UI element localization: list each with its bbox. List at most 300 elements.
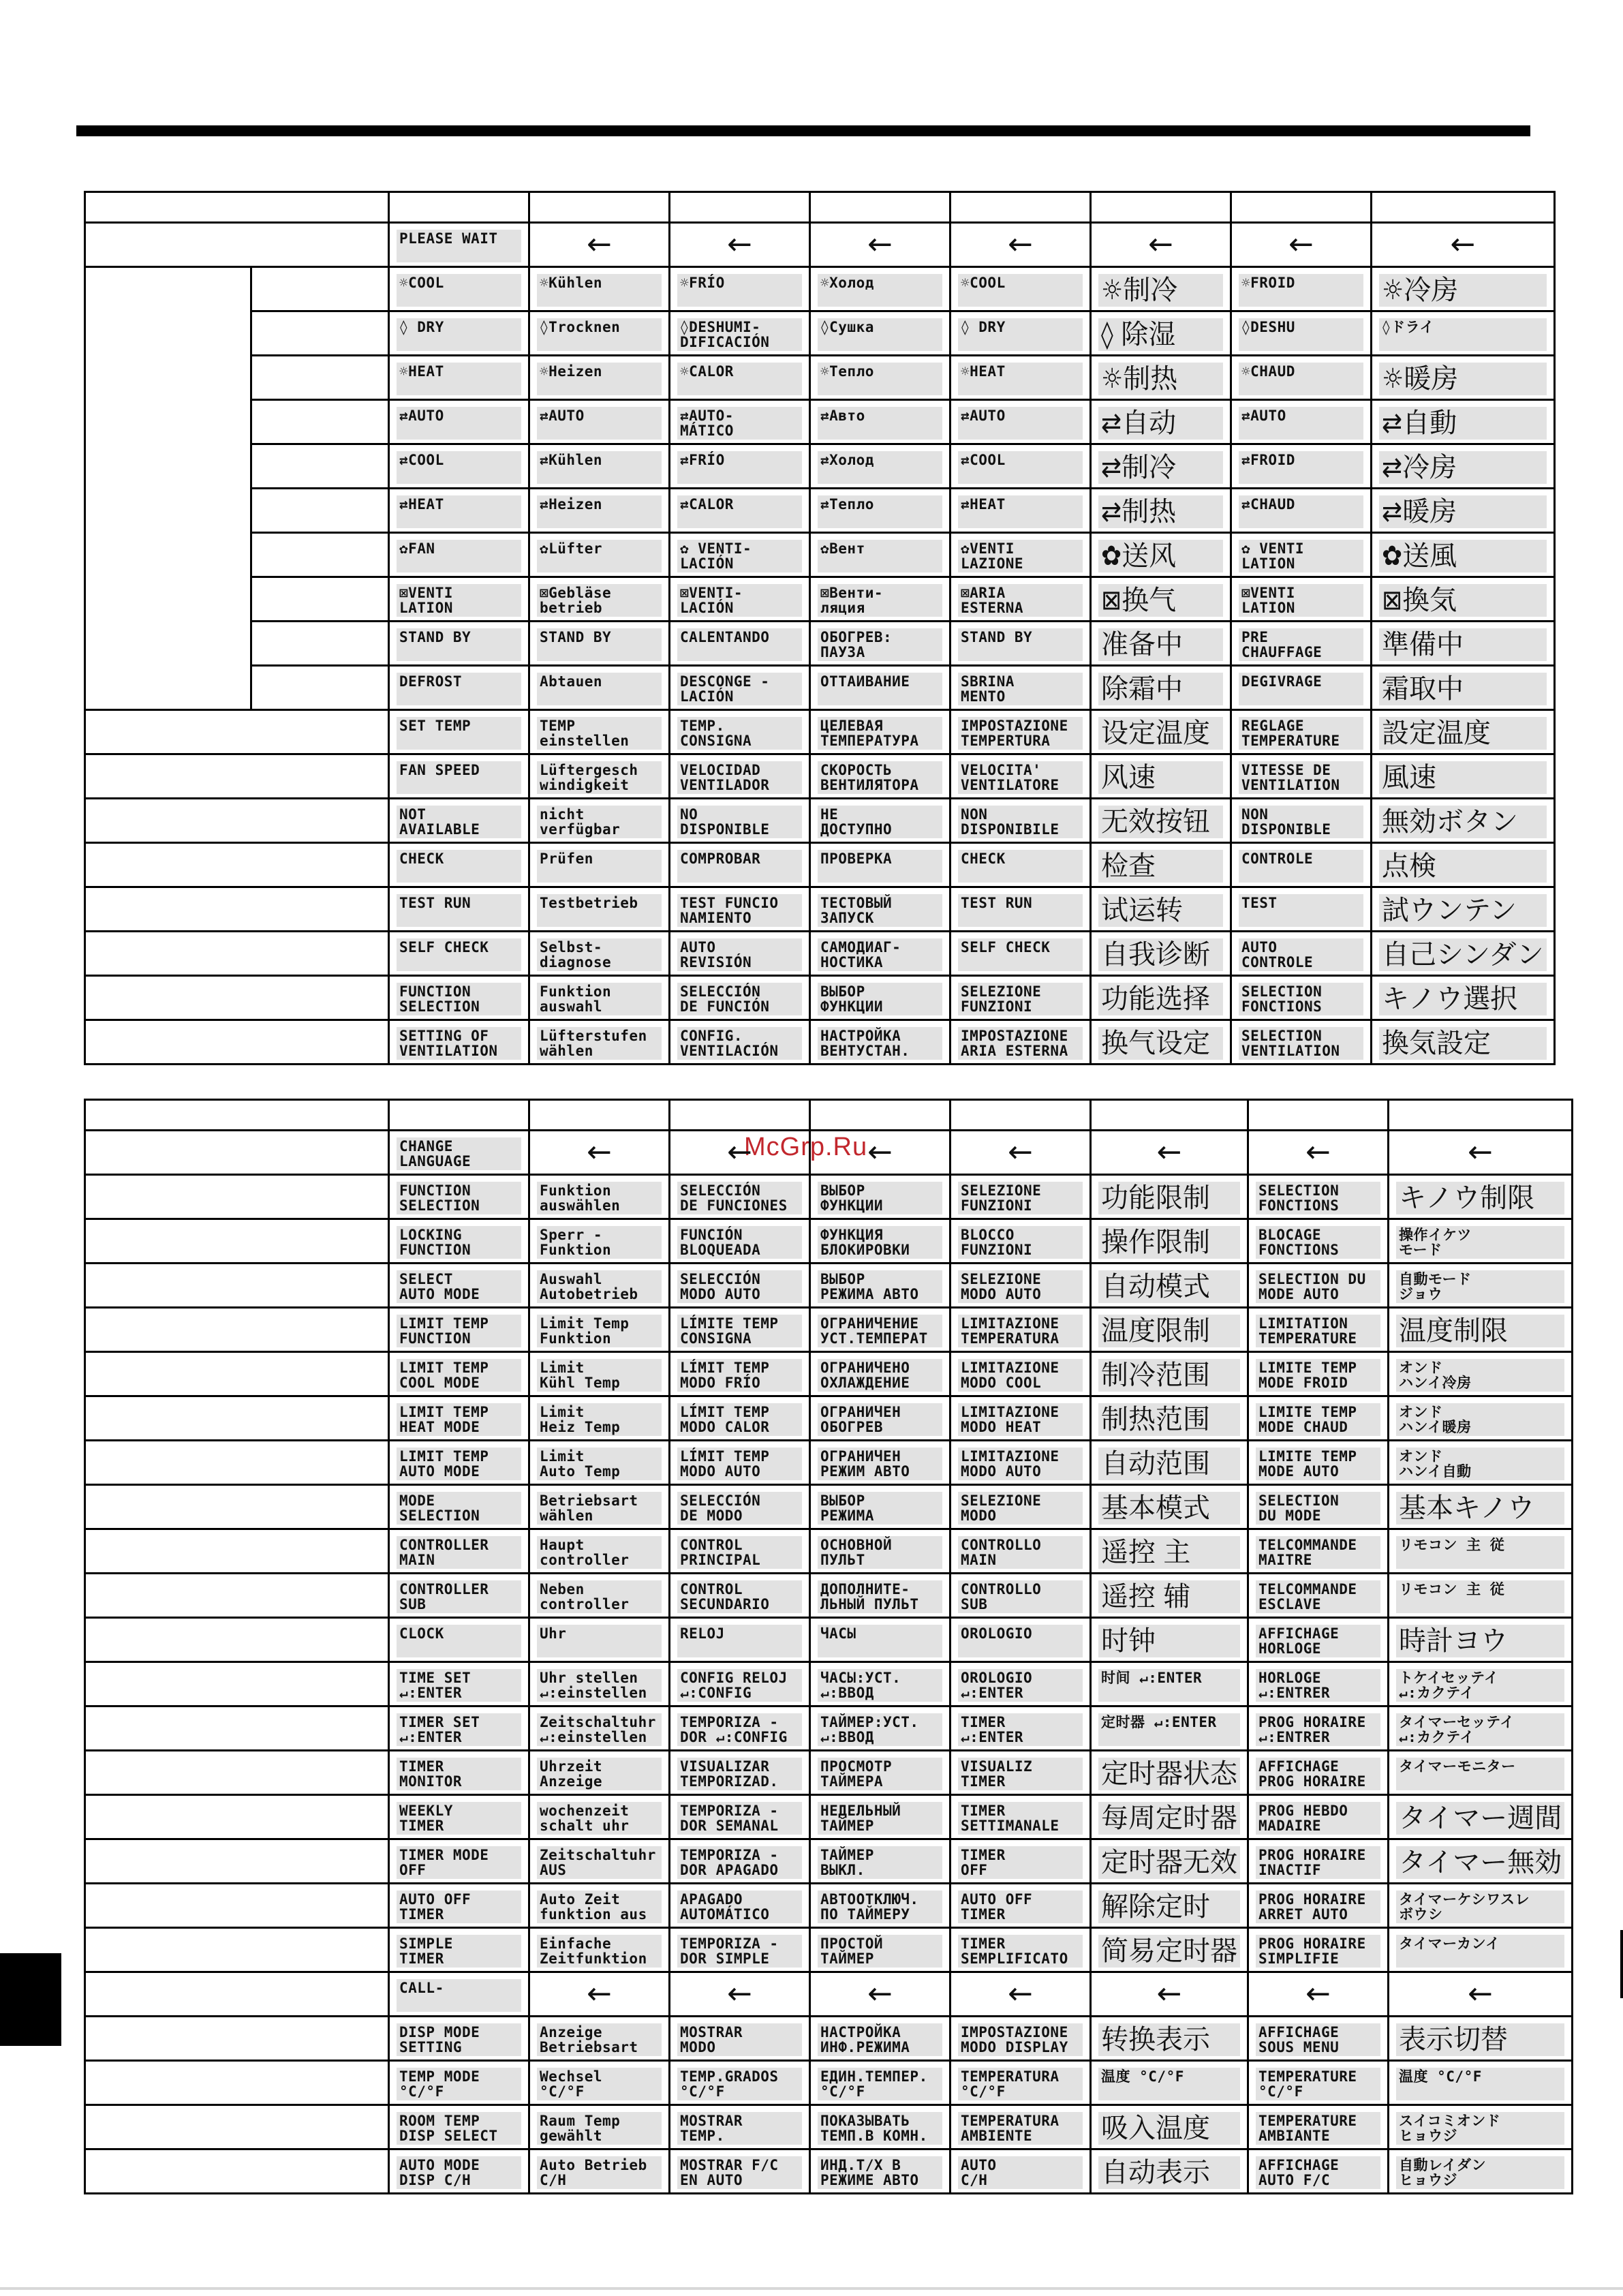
lcd-display-text: 自动表示 bbox=[1098, 2156, 1240, 2189]
lcd-display-text: NOT AVAILABLE bbox=[397, 806, 521, 838]
lcd-display-text: ⊠换气 bbox=[1098, 584, 1223, 617]
table-cell bbox=[810, 1131, 950, 1175]
lcd-display-text: オンド ハンイ冷房 bbox=[1396, 1359, 1564, 1392]
table-cell bbox=[1231, 799, 1372, 843]
table-cell bbox=[389, 1441, 529, 1485]
table-cell bbox=[670, 1928, 810, 1972]
language-header-cell bbox=[389, 1100, 529, 1131]
table-cell bbox=[1091, 356, 1231, 400]
lcd-display-text: ✿ VENTI LATION bbox=[1239, 540, 1363, 572]
language-header-cell bbox=[1248, 1100, 1389, 1131]
table-row bbox=[85, 1529, 1573, 1574]
table-cell bbox=[1389, 1308, 1573, 1352]
lcd-display-text: 操作限制 bbox=[1098, 1226, 1240, 1259]
lcd-display-text: ОБОГРЕВ: ПАУЗА bbox=[818, 628, 942, 661]
table-cell bbox=[810, 489, 950, 533]
lcd-display-text: ⇄Heizen bbox=[537, 495, 662, 528]
table-cell bbox=[810, 2017, 950, 2061]
table-cell bbox=[1091, 666, 1231, 710]
table-row bbox=[85, 666, 1555, 710]
lcd-display-text: タイマー週間 bbox=[1396, 1802, 1564, 1835]
lcd-display-text: TELCOMMANDE MAITRE bbox=[1256, 1536, 1380, 1569]
table-cell bbox=[1372, 799, 1555, 843]
table-cell bbox=[389, 1574, 529, 1618]
same-as-left-arrow-icon: ← bbox=[1008, 1976, 1033, 2011]
lcd-display-text: LIMIT TEMP COOL MODE bbox=[397, 1359, 521, 1392]
table-cell bbox=[529, 1574, 670, 1618]
lcd-display-text: ИНД.Т/Х В РЕЖИМЕ АВТО bbox=[818, 2156, 942, 2189]
table-cell bbox=[1231, 976, 1372, 1020]
label-cell bbox=[85, 1352, 389, 1396]
lcd-display-text: LIMITAZIONE MODO COOL bbox=[958, 1359, 1083, 1392]
table-row bbox=[85, 2017, 1573, 2061]
table-row bbox=[85, 1485, 1573, 1529]
table-cell bbox=[1389, 1795, 1573, 1839]
table-cell bbox=[529, 356, 670, 400]
language-header-cell bbox=[1091, 1100, 1248, 1131]
table-cell bbox=[810, 1662, 950, 1706]
table-cell bbox=[389, 1972, 529, 2017]
lcd-display-text: CALENTANDO bbox=[677, 628, 802, 661]
lcd-display-text: ОГРАНИЧЕН РЕЖИМ АВТО bbox=[818, 1448, 942, 1480]
table-cell bbox=[810, 533, 950, 577]
table-cell bbox=[529, 489, 670, 533]
lcd-display-text: SETTING OF VENTILATION bbox=[397, 1027, 521, 1060]
lcd-display-text: ☼HEAT bbox=[958, 363, 1083, 395]
same-as-left-arrow-icon: ← bbox=[1468, 1135, 1494, 1169]
lcd-display-text: ☼Тепло bbox=[818, 363, 942, 395]
table-cell bbox=[1248, 1175, 1389, 1219]
lcd-display-text: ⇄HEAT bbox=[958, 495, 1083, 528]
table-cell bbox=[1091, 1884, 1248, 1928]
table-cell bbox=[670, 2061, 810, 2105]
lcd-display-text: DEGIVRAGE bbox=[1239, 673, 1363, 705]
lcd-display-text: ✿FAN bbox=[397, 540, 521, 572]
lcd-display-text: PROG HEBDO MADAIRE bbox=[1256, 1802, 1380, 1835]
table-cell bbox=[389, 533, 529, 577]
table-cell bbox=[1091, 1485, 1248, 1529]
table-cell bbox=[1372, 666, 1555, 710]
lcd-display-text: 除霜中 bbox=[1098, 673, 1223, 705]
table-cell bbox=[810, 2149, 950, 2194]
table-cell bbox=[810, 1928, 950, 1972]
lcd-display-text: Uhrzeit Anzeige bbox=[537, 1758, 662, 1790]
lcd-display-text: 自动范围 bbox=[1098, 1448, 1240, 1480]
lcd-display-text: 風速 bbox=[1379, 761, 1547, 794]
table-cell bbox=[810, 1529, 950, 1574]
table-cell bbox=[529, 1131, 670, 1175]
lcd-display-text: ☼CHAUD bbox=[1239, 363, 1363, 395]
table-cell bbox=[1091, 1795, 1248, 1839]
lcd-display-text: TEMPORIZA - DOR SIMPLE bbox=[677, 1935, 802, 1968]
table-cell bbox=[529, 533, 670, 577]
lcd-display-text: TIMER OFF bbox=[958, 1846, 1083, 1879]
table-cell bbox=[1091, 1618, 1248, 1662]
table-cell bbox=[389, 1839, 529, 1884]
table-cell bbox=[529, 1751, 670, 1795]
lcd-display-text: STAND BY bbox=[958, 628, 1083, 661]
lcd-display-text: ТАЙМЕР ВЫКЛ. bbox=[818, 1846, 942, 1879]
language-header-cell bbox=[670, 1100, 810, 1131]
lcd-display-text: VISUALIZAR TEMPORIZAD. bbox=[677, 1758, 802, 1790]
table-cell bbox=[670, 1175, 810, 1219]
table-cell bbox=[810, 1485, 950, 1529]
table-cell bbox=[810, 1751, 950, 1795]
table-row bbox=[85, 489, 1555, 533]
lcd-display-text: TIMER SETTIMANALE bbox=[958, 1802, 1083, 1835]
lcd-display-text: 定时器状态 bbox=[1098, 1758, 1240, 1790]
table-cell bbox=[1389, 1706, 1573, 1751]
label-cell bbox=[251, 400, 389, 444]
table-cell bbox=[1091, 1972, 1248, 2017]
lcd-display-text: ⇄AUTO bbox=[397, 407, 521, 440]
table-cell bbox=[950, 1972, 1091, 2017]
table-cell bbox=[389, 843, 529, 887]
lcd-display-text: DEFROST bbox=[397, 673, 521, 705]
language-header-cell bbox=[529, 192, 670, 223]
table-row bbox=[85, 1219, 1573, 1264]
table-cell bbox=[1248, 1219, 1389, 1264]
lcd-display-text: 时钟 bbox=[1098, 1625, 1240, 1657]
table-cell bbox=[1389, 1396, 1573, 1441]
table-cell bbox=[1231, 533, 1372, 577]
table-cell bbox=[950, 2149, 1091, 2194]
table-cell bbox=[950, 1352, 1091, 1396]
lcd-display-text: TEST bbox=[1239, 894, 1363, 927]
table-cell bbox=[1091, 1574, 1248, 1618]
table-cell bbox=[1372, 223, 1555, 267]
lcd-display-text: SELECTION DU MODE AUTO bbox=[1256, 1270, 1380, 1303]
table-cell bbox=[950, 1795, 1091, 1839]
table-cell bbox=[389, 710, 529, 754]
table-row bbox=[85, 1574, 1573, 1618]
table-cell bbox=[389, 1529, 529, 1574]
lcd-display-text: 每周定时器 bbox=[1098, 1802, 1240, 1835]
lcd-display-text: TELCOMMANDE ESCLAVE bbox=[1256, 1580, 1380, 1613]
lcd-display-text: VELOCITA' VENTILATORE bbox=[958, 761, 1083, 794]
table-cell bbox=[529, 2017, 670, 2061]
table-cell bbox=[389, 1662, 529, 1706]
lcd-display-text: 自动模式 bbox=[1098, 1270, 1240, 1303]
table-cell bbox=[1231, 710, 1372, 754]
same-as-left-arrow-icon: ← bbox=[867, 1976, 893, 2011]
table-cell bbox=[1091, 1839, 1248, 1884]
lcd-display-text: NO DISPONIBLE bbox=[677, 806, 802, 838]
table-cell bbox=[1091, 1928, 1248, 1972]
table-cell bbox=[670, 1839, 810, 1884]
table-cell bbox=[389, 622, 529, 666]
lcd-display-text: 转换表示 bbox=[1098, 2023, 1240, 2056]
lcd-display-text: 基本キノウ bbox=[1396, 1492, 1564, 1525]
table-cell bbox=[1248, 1795, 1389, 1839]
table-cell bbox=[950, 400, 1091, 444]
table-row bbox=[85, 1441, 1573, 1485]
lcd-display-text: CHECK bbox=[958, 850, 1083, 883]
table-cell bbox=[389, 2061, 529, 2105]
table-cell bbox=[950, 2105, 1091, 2149]
lcd-display-text: НЕ ДОСТУПНО bbox=[818, 806, 942, 838]
table-cell bbox=[1091, 799, 1231, 843]
table-cell bbox=[1372, 932, 1555, 976]
lcd-display-text: NON DISPONIBILE bbox=[958, 806, 1083, 838]
lcd-display-text: САМОДИАГ- НОСТИКА bbox=[818, 938, 942, 971]
table-cell bbox=[1389, 1175, 1573, 1219]
header-label-cell bbox=[85, 1100, 389, 1131]
table-cell bbox=[950, 1662, 1091, 1706]
lcd-display-text: НАСТРОЙКА ВЕНТУСТАН. bbox=[818, 1027, 942, 1060]
lcd-display-text: ◊ DRY bbox=[397, 318, 521, 351]
table-cell bbox=[1248, 1264, 1389, 1308]
table-cell bbox=[950, 223, 1091, 267]
table-cell bbox=[810, 1352, 950, 1396]
lcd-display-text: ☼暖房 bbox=[1379, 363, 1547, 395]
table-cell bbox=[670, 1485, 810, 1529]
table-cell bbox=[1389, 1972, 1573, 2017]
table-cell bbox=[670, 1264, 810, 1308]
table-cell bbox=[529, 799, 670, 843]
table-cell bbox=[1389, 2105, 1573, 2149]
label-cell bbox=[85, 976, 389, 1020]
lcd-display-text: LIMITAZIONE TEMPERATURA bbox=[958, 1315, 1083, 1347]
lcd-display-text: ВЫБОР ФУНКЦИИ bbox=[818, 983, 942, 1015]
table-cell bbox=[950, 1020, 1091, 1065]
language-header-cell bbox=[1231, 192, 1372, 223]
lcd-display-text: Funktion auswählen bbox=[537, 1182, 662, 1214]
lcd-display-text: ⊠VENTI LATION bbox=[1239, 584, 1363, 617]
label-cell bbox=[85, 1529, 389, 1574]
lcd-display-text: LIMITE TEMP MODE CHAUD bbox=[1256, 1403, 1380, 1436]
lcd-display-text: ☼Heizen bbox=[537, 363, 662, 395]
lcd-display-text: TIMER MODE OFF bbox=[397, 1846, 521, 1879]
table-cell bbox=[810, 1020, 950, 1065]
table-cell bbox=[810, 1219, 950, 1264]
lcd-display-text: TEMPORIZA - DOR ↵:CONFIG bbox=[677, 1713, 802, 1746]
table-row bbox=[85, 976, 1555, 1020]
language-header-cell bbox=[810, 1100, 950, 1131]
lcd-display-text: IMPOSTAZIONE TEMPERTURA bbox=[958, 717, 1083, 750]
table-cell bbox=[389, 1219, 529, 1264]
table-cell bbox=[950, 932, 1091, 976]
same-as-left-arrow-icon: ← bbox=[1156, 1135, 1182, 1169]
table-cell bbox=[810, 223, 950, 267]
label-cell bbox=[85, 1131, 389, 1175]
lcd-display-text: VISUALIZ TIMER bbox=[958, 1758, 1083, 1790]
table-cell bbox=[389, 1751, 529, 1795]
table-cell bbox=[389, 1175, 529, 1219]
lcd-display-text: FUNCTION SELECTION bbox=[397, 1182, 521, 1214]
lcd-display-text: 時計ヨウ bbox=[1396, 1625, 1564, 1657]
language-header-cell bbox=[1091, 192, 1231, 223]
label-cell bbox=[251, 311, 389, 356]
lcd-display-text: ☼Холод bbox=[818, 274, 942, 307]
lcd-display-text: SELECTION DU MODE bbox=[1256, 1492, 1380, 1525]
lcd-display-text: ОСНОВНОЙ ПУЛЬТ bbox=[818, 1536, 942, 1569]
lcd-display-text: MOSTRAR F/C EN AUTO bbox=[677, 2156, 802, 2189]
lcd-display-text: 风速 bbox=[1098, 761, 1223, 794]
lcd-display-text: LIMIT TEMP AUTO MODE bbox=[397, 1448, 521, 1480]
lcd-display-text: 试运转 bbox=[1098, 894, 1223, 927]
lcd-display-text: ОГРАНИЧЕН ОБОГРЕВ bbox=[818, 1403, 942, 1436]
table-cell bbox=[670, 622, 810, 666]
bottom-rule bbox=[0, 2287, 1623, 2290]
table-cell bbox=[1372, 311, 1555, 356]
lcd-display-text: Neben controller bbox=[537, 1580, 662, 1613]
lcd-display-text: SELF CHECK bbox=[397, 938, 521, 971]
lcd-display-text: TEMP MODE °C/°F bbox=[397, 2068, 521, 2100]
table-cell bbox=[1091, 1219, 1248, 1264]
lcd-display-text: LIMITAZIONE MODO AUTO bbox=[958, 1448, 1083, 1480]
table-cell bbox=[1389, 2061, 1573, 2105]
table-cell bbox=[810, 577, 950, 622]
table-cell bbox=[1389, 1352, 1573, 1396]
lcd-display-text: ⇄自动 bbox=[1098, 407, 1223, 440]
lcd-display-text: ВЫБОР ФУНКЦИИ bbox=[818, 1182, 942, 1214]
table-row bbox=[85, 1264, 1573, 1308]
table-cell bbox=[1091, 1131, 1248, 1175]
lcd-display-text: CALL- bbox=[397, 1979, 521, 2012]
table-cell bbox=[670, 754, 810, 799]
table-cell bbox=[950, 1131, 1091, 1175]
lcd-display-text: ⇄制冷 bbox=[1098, 451, 1223, 484]
label-cell bbox=[85, 799, 389, 843]
lcd-display-text: DISP MODE SETTING bbox=[397, 2023, 521, 2056]
lcd-display-text: 自動モード ジョウ bbox=[1396, 1270, 1564, 1303]
lcd-display-text: CHANGE LANGUAGE bbox=[397, 1137, 521, 1170]
lcd-display-text: 自動レイダン ヒョウジ bbox=[1396, 2156, 1564, 2189]
label-cell bbox=[85, 2061, 389, 2105]
table-cell bbox=[1248, 2149, 1389, 2194]
lcd-display-text: Zeitschaltuhr AUS bbox=[537, 1846, 662, 1879]
table-cell bbox=[389, 2017, 529, 2061]
same-as-left-arrow-icon: ← bbox=[587, 1976, 612, 2011]
lcd-display-text: Limit Auto Temp bbox=[537, 1448, 662, 1480]
lcd-display-text: Selbst- diagnose bbox=[537, 938, 662, 971]
table-cell bbox=[950, 356, 1091, 400]
table-cell bbox=[1372, 710, 1555, 754]
table-cell bbox=[1248, 1529, 1389, 1574]
table-cell bbox=[389, 799, 529, 843]
lcd-display-text: TEST FUNCIO NAMIENTO bbox=[677, 894, 802, 927]
lcd-display-text: ⊠VENTI LATION bbox=[397, 584, 521, 617]
lcd-display-text: SELF CHECK bbox=[958, 938, 1083, 971]
table-cell bbox=[1389, 1574, 1573, 1618]
lcd-display-text: TEMPERATURA °C/°F bbox=[958, 2068, 1083, 2100]
lcd-display-text: PROG HORAIRE SIMPLIFIE bbox=[1256, 1935, 1380, 1968]
table-cell bbox=[529, 577, 670, 622]
table-cell bbox=[1091, 1751, 1248, 1795]
table-cell bbox=[1372, 887, 1555, 932]
lcd-display-text: ⇄AUTO- MÁTICO bbox=[677, 407, 802, 440]
table-cell bbox=[1248, 1662, 1389, 1706]
lcd-display-text: タイマーカンイ bbox=[1396, 1935, 1564, 1968]
table-cell bbox=[1231, 444, 1372, 489]
table-cell bbox=[950, 666, 1091, 710]
table-cell bbox=[1091, 710, 1231, 754]
lcd-display-text: CHECK bbox=[397, 850, 521, 883]
same-as-left-arrow-icon: ← bbox=[1305, 1135, 1331, 1169]
table-cell bbox=[950, 1219, 1091, 1264]
lcd-display-text: SELEZIONE MODO bbox=[958, 1492, 1083, 1525]
lcd-display-text: ⇄暖房 bbox=[1379, 495, 1547, 528]
table-cell bbox=[529, 311, 670, 356]
table-cell bbox=[810, 1574, 950, 1618]
table-cell bbox=[670, 1352, 810, 1396]
lcd-display-text: CONTROLLO SUB bbox=[958, 1580, 1083, 1613]
table-cell bbox=[389, 400, 529, 444]
table-cell bbox=[1231, 489, 1372, 533]
label-cell bbox=[251, 577, 389, 622]
lcd-display-text: PROG HORAIRE INACTIF bbox=[1256, 1846, 1380, 1879]
lcd-display-text: SELECT AUTO MODE bbox=[397, 1270, 521, 1303]
lcd-display-text: ⇄制热 bbox=[1098, 495, 1223, 528]
same-as-left-arrow-icon: ← bbox=[1008, 1135, 1033, 1169]
lcd-display-text: 準備中 bbox=[1379, 628, 1547, 661]
lcd-display-text: ЧАСЫ bbox=[818, 1625, 942, 1657]
table-cell bbox=[1372, 533, 1555, 577]
label-cell bbox=[85, 843, 389, 887]
label-cell bbox=[85, 1706, 389, 1751]
table-cell bbox=[529, 1529, 670, 1574]
lcd-display-text: Lüfterstufen wählen bbox=[537, 1027, 662, 1060]
table-cell bbox=[1372, 754, 1555, 799]
lcd-display-text: TIMER SEMPLIFICATO bbox=[958, 1935, 1083, 1968]
lcd-display-text: TEMPERATURE °C/°F bbox=[1256, 2068, 1380, 2100]
lcd-display-text: Limit Temp Funktion bbox=[537, 1315, 662, 1347]
lcd-display-text: LIMIT TEMP HEAT MODE bbox=[397, 1403, 521, 1436]
lcd-display-text: ✿送风 bbox=[1098, 540, 1223, 572]
label-cell bbox=[85, 1839, 389, 1884]
table-cell bbox=[529, 1352, 670, 1396]
table-cell bbox=[810, 622, 950, 666]
table-cell bbox=[529, 976, 670, 1020]
table-cell bbox=[1091, 1706, 1248, 1751]
lcd-display-text: 遥控 主 bbox=[1098, 1536, 1240, 1569]
table-cell bbox=[950, 710, 1091, 754]
table-cell bbox=[810, 1441, 950, 1485]
table-cell bbox=[670, 799, 810, 843]
lcd-display-text: Abtauen bbox=[537, 673, 662, 705]
table-cell bbox=[670, 267, 810, 311]
table-cell bbox=[1248, 1751, 1389, 1795]
lcd-display-text: ◊ DRY bbox=[958, 318, 1083, 351]
table-row bbox=[85, 1706, 1573, 1751]
table-cell bbox=[1091, 400, 1231, 444]
lcd-display-text: ⇄冷房 bbox=[1379, 451, 1547, 484]
table-row bbox=[85, 1795, 1573, 1839]
lcd-display-text: Lüftergesch windigkeit bbox=[537, 761, 662, 794]
lcd-display-text: Raum Temp gewählt bbox=[537, 2112, 662, 2145]
lcd-display-text: TEST RUN bbox=[397, 894, 521, 927]
lcd-display-text: 点検 bbox=[1379, 850, 1547, 883]
table-cell bbox=[810, 1839, 950, 1884]
lcd-display-text: 温度限制 bbox=[1098, 1315, 1240, 1347]
lcd-display-text: LÍMIT TEMP MODO FRÍO bbox=[677, 1359, 802, 1392]
lcd-display-text: 解除定时 bbox=[1098, 1891, 1240, 1923]
table-cell bbox=[1091, 1396, 1248, 1441]
lcd-display-text: ⇄COOL bbox=[958, 451, 1083, 484]
table-cell bbox=[1248, 1884, 1389, 1928]
lcd-display-text: HORLOGE ↵:ENTRER bbox=[1256, 1669, 1380, 1702]
table-cell bbox=[389, 887, 529, 932]
lcd-display-text: ⊠換気 bbox=[1379, 584, 1547, 617]
lcd-display-text: ◊DESHU bbox=[1239, 318, 1363, 351]
table-cell bbox=[1091, 976, 1231, 1020]
lcd-display-text: MODE SELECTION bbox=[397, 1492, 521, 1525]
table-cell bbox=[810, 2105, 950, 2149]
lcd-display-text: ☼制热 bbox=[1098, 363, 1223, 395]
table-cell bbox=[529, 2105, 670, 2149]
table-cell bbox=[1091, 2105, 1248, 2149]
